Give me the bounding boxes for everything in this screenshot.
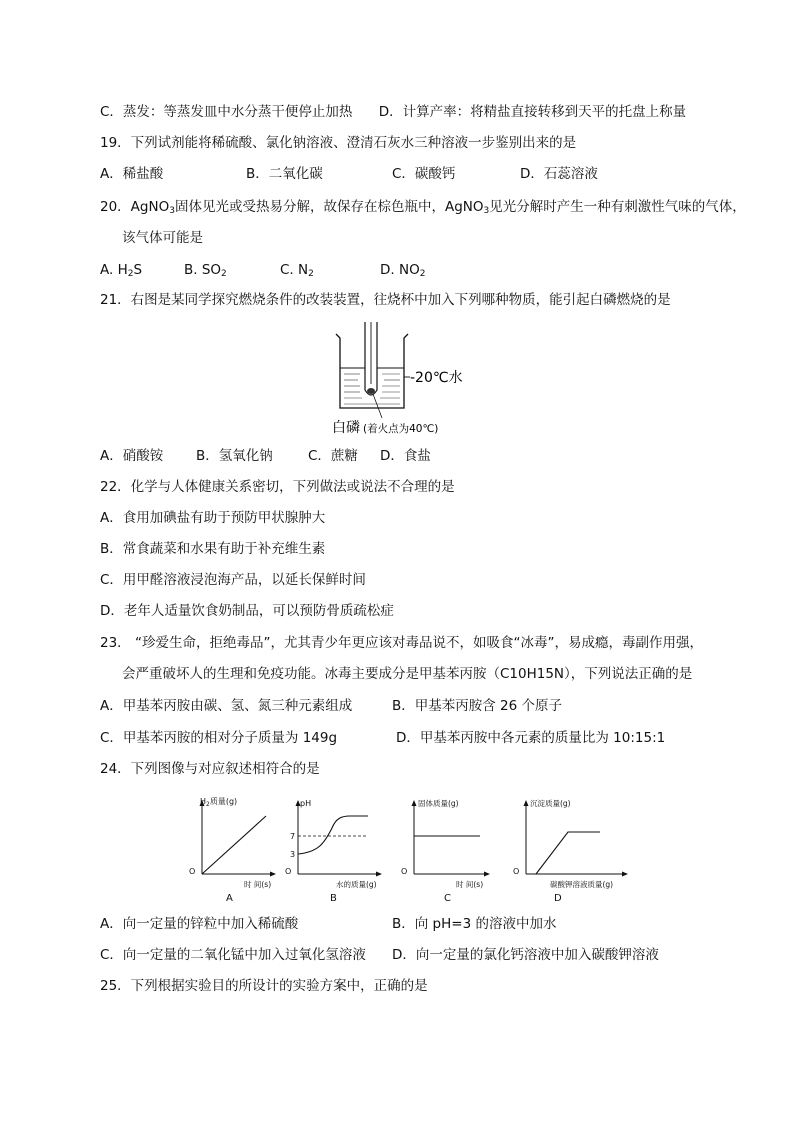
q24-option-b: B．向 pH=3 的溶液中加水: [392, 916, 557, 932]
graph-b-origin: O: [285, 867, 292, 876]
q21-option-d: D．食盐: [380, 448, 431, 464]
q19-options: [100, 165, 598, 183]
graph-a: [189, 796, 276, 904]
q18-option-c: C．蒸发：等蒸发皿中水分蒸干便停止加热: [100, 104, 353, 120]
q20-option-b: B. $SO_2$: [184, 262, 227, 279]
q21-option-c: C．蔗糖: [308, 448, 358, 464]
q20-option-d: D. $NO_2$: [380, 262, 426, 279]
q24-option-a: A．向一定量的锌粒中加入稀硫酸: [100, 916, 299, 932]
graph-b-ylabel: pH: [300, 799, 312, 808]
graph-a-letter: A: [226, 893, 233, 904]
q19-option-d: D．石蕊溶液: [520, 166, 598, 182]
graph-d-line: [536, 832, 600, 874]
q20-option-a: A. $H_2S$: [100, 262, 143, 279]
graph-b-xlabel: 水的质量(g): [336, 880, 377, 889]
q18-option-d: D．计算产率：将精盐直接转移到天平的托盘上称量: [378, 104, 687, 120]
beaker-figure: [330, 320, 500, 438]
graph-a-origin: O: [189, 867, 196, 876]
graph-a-line: [202, 816, 266, 874]
q19-stem: 19．下列试剂能将稀硫酸、氯化钠溶液、澄清石灰水三种溶液一步鉴别出来的是: [100, 135, 577, 151]
q18-options-cd: [100, 103, 686, 121]
q20-stem-line1: [100, 198, 746, 220]
q23-options-cd: [100, 729, 665, 747]
q22-option-a: A．食用加碘盐有助于预防甲状腺肿大: [100, 510, 326, 526]
q22-option-c: C．用甲醛溶液浸泡海产品，以延长保鲜时间: [100, 572, 366, 588]
q20-stem-part3: 见光分解时产生一种有刺激性气味的气体，: [489, 199, 746, 215]
graph-b-tick7: 7: [290, 832, 296, 841]
q23-stem-line1: 23． “珍爱生命，拒绝毒品”，尤其青少年更应该对毒品说不，如吸食“冰毒”，易成瘾，毒副作用强，: [100, 635, 703, 651]
q22-stem: 22．化学与人体健康关系密切，下列做法或说法不合理的是: [100, 479, 455, 495]
q19-option-c: C．碳酸钙: [392, 166, 456, 182]
q21-stem: 21．右图是某同学探究燃烧条件的改装装置，往烧杯中加入下列哪种物质，能引起白磷燃烧的是: [100, 292, 671, 308]
graph-c-origin: O: [401, 867, 408, 876]
q23-option-b: B．甲基苯丙胺含 26 个原子: [392, 698, 563, 714]
q21-options: [100, 447, 431, 465]
q23-option-c: C．甲基苯丙胺的相对分子质量为 149g: [100, 730, 338, 746]
q23-option-d: D．甲基苯丙胺中各元素的质量比为 10:15:1: [396, 730, 666, 746]
q20-subscript: 3: [169, 206, 175, 216]
q23-option-a: A．甲基苯丙胺由碳、氢、氮三种元素组成: [100, 698, 353, 714]
graph-d-letter: D: [554, 893, 562, 904]
q20-stem-line2: 该气体可能是: [122, 230, 203, 246]
q24-options-ab: [100, 915, 556, 933]
white-phosphorus: [367, 388, 375, 394]
q22-option-b: B．常食蔬菜和水果有助于补充维生素: [100, 541, 326, 557]
graph-b: [285, 799, 382, 904]
graph-d-xlabel: 碳酸钾溶液质量(g): [550, 880, 614, 889]
graph-c: [401, 798, 490, 904]
q21-option-a: A．硝酸铵: [100, 448, 164, 464]
q24-graphs: [186, 794, 636, 906]
q20-stem-part2: 固体见光或受热易分解，故保存在棕色瓶中，AgNO: [174, 199, 484, 215]
q24-stem: 24．下列图像与对应叙述相符合的是: [100, 761, 320, 777]
phosphorus-label: 白磷: [332, 420, 360, 436]
q24-option-c: C．向一定量的二氧化锰中加入过氧化氢溶液: [100, 947, 366, 963]
q20-subscript: 3: [483, 206, 490, 216]
graph-c-xlabel: 时 间(s): [456, 880, 484, 889]
q23-options-ab: [100, 697, 562, 715]
graph-d-origin: O: [513, 867, 520, 876]
q20-options: [100, 261, 425, 283]
graph-d-ylabel: 沉淀质量(g): [530, 799, 571, 808]
graph-c-letter: C: [444, 893, 451, 904]
q24-options-cd: [100, 946, 659, 964]
graph-c-ylabel: 固体质量(g): [418, 799, 459, 808]
graph-b-tick3: 3: [290, 850, 296, 859]
q25-stem: 25．下列根据实验目的所设计的实验方案中，正确的是: [100, 978, 428, 994]
q23-stem-line2: 会严重破坏人的生理和免疫功能。冰毒主要成分是甲基苯丙胺（C10H15N），下列说法正确的是: [122, 666, 693, 682]
q20-option-c: C. $N_2$: [280, 262, 314, 279]
graph-b-curve: [298, 816, 368, 854]
graph-a-ylabel: $H_2$质量(g): [200, 797, 238, 808]
phosphorus-note: (着火点为40℃): [363, 423, 439, 435]
q21-option-b: B．氢氧化钠: [196, 448, 273, 464]
q22-option-d: D．老年人适量饮食奶制品，可以预防骨质疏松症: [100, 603, 394, 619]
q20-stem-part1: 20．AgNO: [100, 199, 170, 215]
q19-option-a: A．稀盐酸: [100, 166, 164, 182]
graph-d: [513, 798, 628, 904]
q24-option-d: D．向一定量的氯化钙溶液中加入碳酸钾溶液: [392, 947, 659, 963]
q19-option-b: B．二氧化碳: [246, 166, 323, 182]
graph-b-letter: B: [330, 893, 337, 904]
water-label: -20℃水: [410, 370, 463, 386]
graph-a-xlabel: 时 间(s): [244, 880, 272, 889]
